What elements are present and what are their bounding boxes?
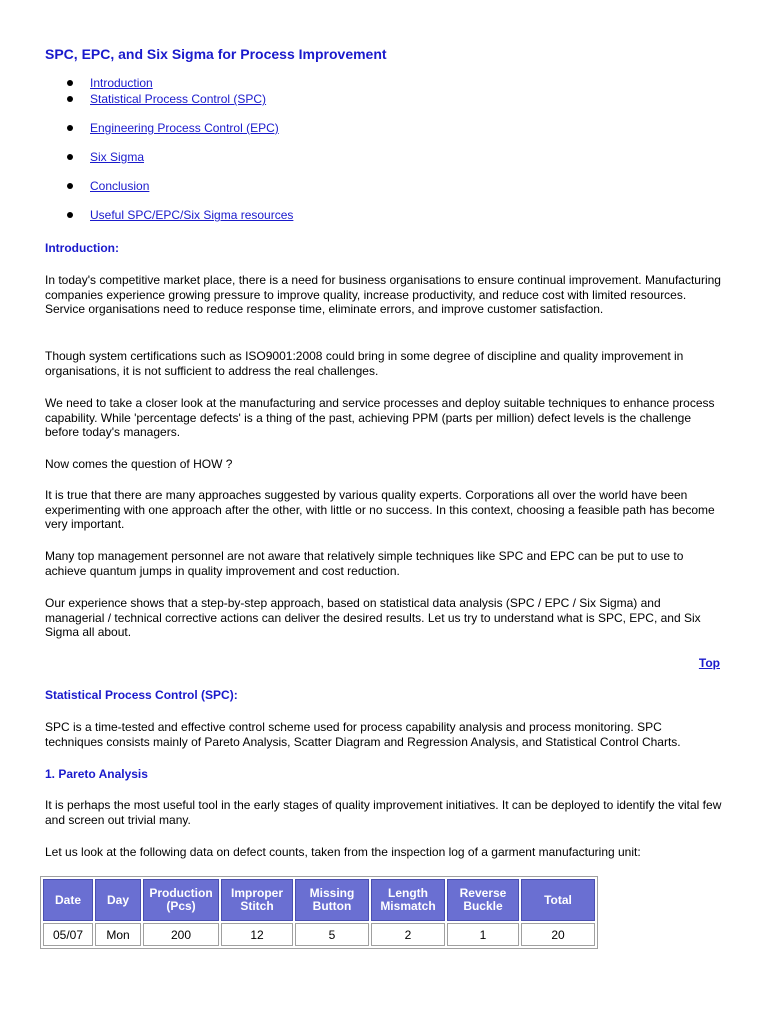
cell-length-mismatch: 2 [371, 923, 445, 946]
pareto-heading: 1. Pareto Analysis [45, 767, 148, 781]
bullet-icon [67, 80, 73, 86]
toc-link-six-sigma[interactable]: Six Sigma [90, 150, 145, 164]
intro-paragraph-4: Now comes the question of HOW ? [45, 457, 233, 471]
bullet-icon [67, 154, 73, 160]
introduction-heading: Introduction: [45, 241, 119, 255]
spc-heading: Statistical Process Control (SPC): [45, 688, 238, 702]
toc-link-introduction[interactable]: Introduction [90, 76, 153, 90]
toc-link-resources[interactable]: Useful SPC/EPC/Six Sigma resources [90, 208, 294, 222]
cell-reverse-buckle: 1 [447, 923, 519, 946]
header-missing-button: Missing Button [295, 879, 369, 921]
cell-date: 05/07 [43, 923, 93, 946]
intro-paragraph-3: We need to take a closer look at the manufacturing and service processes and deploy suitable techniques to enhance process capability. While 'percentage defects' is a thing of the past, achieving PPM (parts per million) defect levels is the challenge before today's managers. [45, 396, 715, 440]
intro-paragraph-1: In today's competitive market place, there is a need for business organisations to ensure continual improvement. Manufacturing companies experience growing pressure to improve quality, increase productivity, and reduce cost with limited resources. Service organisations need to reduce response time, eliminate errors, and improve customer satisfaction. [45, 273, 721, 317]
intro-paragraph-6: Many top management personnel are not aware that relatively simple techniques like SPC and EPC can be put to use to achieve quantum jumps in quality improvement and cost reduction. [45, 549, 684, 578]
page-title: SPC, EPC, and Six Sigma for Process Improvement [45, 46, 387, 62]
toc-link-spc[interactable]: Statistical Process Control (SPC) [90, 92, 267, 106]
header-total: Total [521, 879, 595, 921]
header-day: Day [95, 879, 141, 921]
toc-link-epc[interactable]: Engineering Process Control (EPC) [90, 121, 279, 135]
top-link[interactable]: Top [698, 656, 720, 670]
header-reverse-buckle: Reverse Buckle [447, 879, 519, 921]
cell-production: 200 [143, 923, 219, 946]
intro-paragraph-2: Though system certifications such as ISO9001:2008 could bring in some degree of discipline and quality improvement in organisations, it is not sufficient to address the real challenges. [45, 349, 684, 378]
table-header-row [43, 879, 595, 921]
header-length-mismatch: Length Mismatch [371, 879, 445, 921]
cell-day: Mon [95, 923, 141, 946]
toc-link-conclusion[interactable]: Conclusion [90, 179, 150, 193]
header-production: Production (Pcs) [143, 879, 219, 921]
bullet-icon [67, 96, 73, 102]
spc-paragraph: SPC is a time-tested and effective control scheme used for process capability analysis and process monitoring. SPC techniques consists mainly of Pareto Analysis, Scatter Diagram and Regression Analysis, and Statistical Control Charts. [45, 720, 681, 749]
cell-improper-stitch: 12 [221, 923, 293, 946]
intro-paragraph-7: Our experience shows that a step-by-step approach, based on statistical data analysis (SPC / EPC / Six Sigma) and managerial / technical corrective actions can deliver the desired results. Let us try to understand what is SPC, EPC, and Six Sigma all about. [45, 596, 701, 640]
header-improper-stitch: Improper Stitch [221, 879, 293, 921]
header-date: Date [43, 879, 93, 921]
bullet-icon [67, 183, 73, 189]
pareto-paragraph-2: Let us look at the following data on defect counts, taken from the inspection log of a garment manufacturing unit: [45, 845, 641, 859]
cell-missing-button: 5 [295, 923, 369, 946]
bullet-icon [67, 212, 73, 218]
defect-count-table [40, 876, 598, 949]
intro-paragraph-5: It is true that there are many approaches suggested by various quality experts. Corporations all over the world have been experimenting with one approach after the other, with little or no success. In this context, choosing a feasible path has become very important. [45, 488, 715, 532]
table-row [43, 923, 595, 946]
bullet-icon [67, 125, 73, 131]
cell-total: 20 [521, 923, 595, 946]
pareto-paragraph-1: It is perhaps the most useful tool in the early stages of quality improvement initiatives. It can be deployed to identify the vital few and screen out trivial many. [45, 798, 722, 827]
